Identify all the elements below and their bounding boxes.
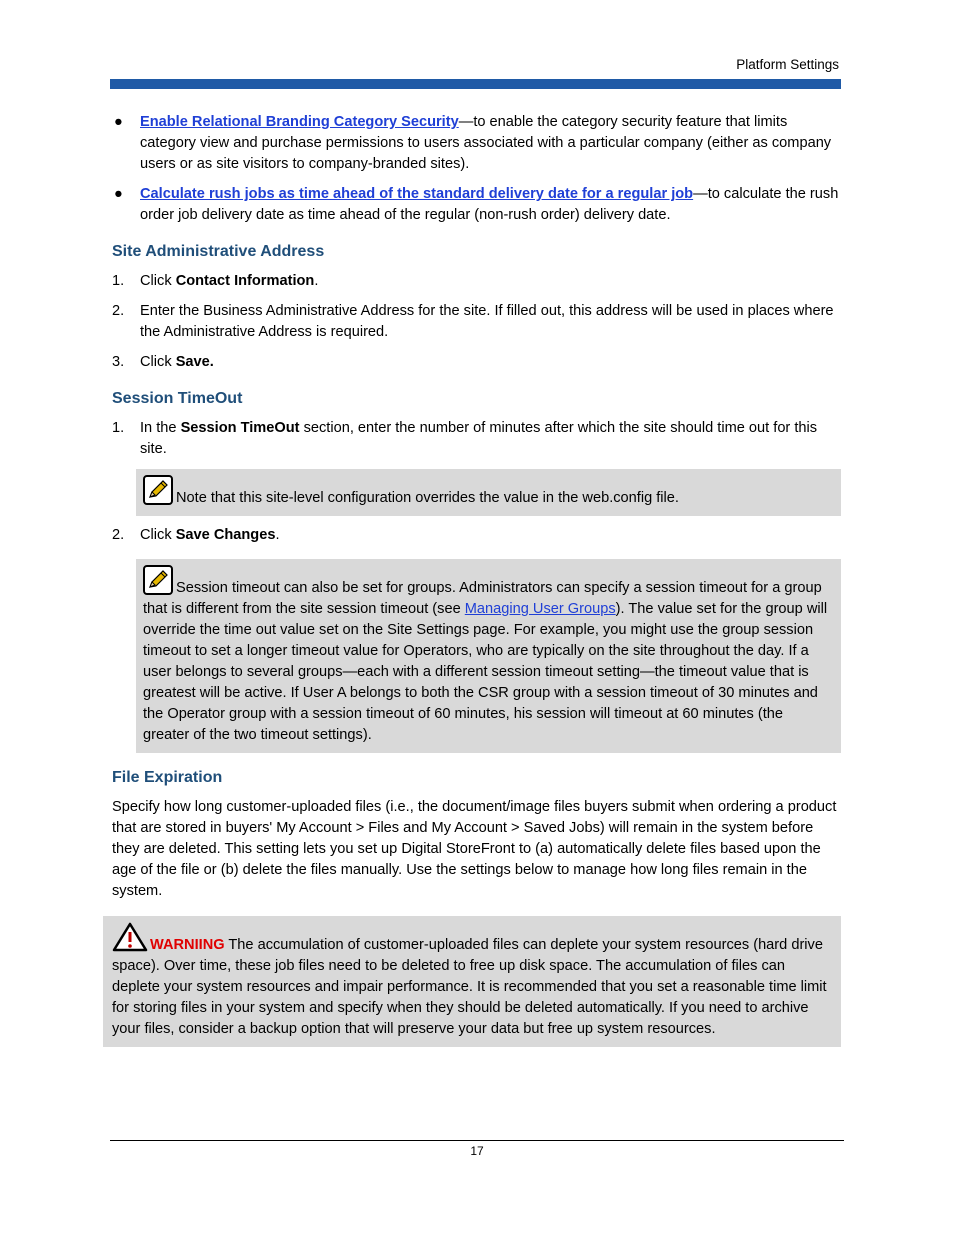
warning-triangle-icon bbox=[112, 922, 148, 952]
step-bold: Save. bbox=[175, 354, 214, 370]
step-item bbox=[112, 271, 841, 292]
pencil-note-icon bbox=[143, 565, 173, 595]
page-number: 17 bbox=[470, 1144, 484, 1158]
section-heading-site-admin: Site Administrative Address bbox=[112, 243, 325, 260]
step-text: In the bbox=[140, 420, 181, 436]
step-bold: Save Changes bbox=[175, 527, 276, 543]
page-content bbox=[112, 112, 841, 1047]
step-bold: Contact Information bbox=[175, 273, 315, 289]
step-text: Enter the Business Administrative Address for the site. If filled out, this address will be used in places where the Administrative Address is required. bbox=[140, 303, 834, 340]
managing-user-groups-link[interactable]: Managing User Groups bbox=[464, 601, 616, 617]
step-item bbox=[112, 352, 841, 373]
list-item bbox=[112, 112, 841, 175]
step-text: Click bbox=[140, 527, 176, 543]
step-text: . bbox=[275, 527, 280, 543]
step-text: Click bbox=[140, 354, 176, 370]
step-bold: Session TimeOut bbox=[180, 420, 300, 436]
step-item bbox=[112, 301, 841, 343]
note-box bbox=[136, 559, 841, 753]
relational-branding-link[interactable]: Enable Relational Branding Category Security bbox=[140, 114, 459, 130]
note-text: ). The value set for the group will override the time out value set on the Site Settings page. For example, you might use the group session timeout to set a longer timeout value for Operators, who are typically on the site throughout the day. If a user belongs to several groups—each with a different session timeout setting—the timeout value that is greatest will be active. If User A belongs to both the CSR group with a session timeout of 30 minutes and the Operator group with a session timeout of 60 minutes, his session will timeout at 60 minutes (the greater of the two timeout settings). bbox=[143, 601, 828, 743]
body-paragraph: Specify how long customer-uploaded files (i.e., the document/image files buyers submit when ordering a product that are stored in buyers' My Account > Files and My Account > Saved Jobs) will remain in the system before they are deleted. This setting lets you set up Digital StoreFront to (a) automatically delete files based upon the age of the file or (b) delete the files manually. Use the settings below to manage how long files remain in the system. bbox=[112, 799, 837, 899]
step-number: 1. bbox=[112, 420, 125, 436]
footer-divider bbox=[110, 1140, 844, 1141]
note-text: Session timeout can also be set for groups. Administrators can specify a session timeout for a group that is different from the site session timeout (see bbox=[143, 580, 822, 617]
step-number: 1. bbox=[112, 273, 125, 289]
section-heading-session-timeout: Session TimeOut bbox=[112, 390, 243, 407]
section-heading-file-expiration: File Expiration bbox=[112, 769, 223, 786]
note-box bbox=[136, 469, 841, 516]
header-bar bbox=[110, 79, 841, 89]
rush-jobs-link[interactable]: Calculate rush jobs as time ahead of the standard delivery date for a regular job bbox=[140, 186, 694, 202]
step-number: 3. bbox=[112, 354, 125, 370]
step-number: 2. bbox=[112, 527, 125, 543]
bullet-icon: ● bbox=[114, 186, 123, 202]
step-number: 2. bbox=[112, 303, 125, 319]
warning-text: The accumulation of customer-uploaded files can deplete your system resources (hard drive space). Over time, these job files need to be deleted to free up disk space. The accumulation of files can deplete your system resources and impair performance. It is recommended that you set a reasonable time limit for storing files in your system and specify when they should be deleted automatically. If you need to archive your files, consider a backup option that will preserve your data but free up system resources. bbox=[112, 937, 827, 1037]
step-item bbox=[112, 418, 841, 460]
step-text: section, enter the number of minutes after which the site should time out for this site. bbox=[140, 420, 818, 457]
note-text: Note that this site-level configuration overrides the value in the web.config file. bbox=[176, 490, 679, 506]
step-text: . bbox=[314, 273, 319, 289]
step-item bbox=[112, 525, 841, 546]
warning-box bbox=[103, 916, 841, 1047]
pencil-note-icon bbox=[143, 475, 173, 505]
warning-label: WARNIING bbox=[150, 937, 225, 953]
bullet-text: —to enable the category security feature that limits category view and purchase permissions to users associated with a particular company (either as company users or as site visitors to company-branded sites). bbox=[140, 114, 832, 172]
list-item bbox=[112, 184, 841, 226]
step-text: Click bbox=[140, 273, 176, 289]
running-header: Platform Settings bbox=[736, 57, 839, 72]
bullet-icon: ● bbox=[114, 114, 123, 130]
bullet-text: —to calculate the rush order job delivery date as time ahead of the regular (non-rush order) delivery date. bbox=[140, 186, 839, 223]
